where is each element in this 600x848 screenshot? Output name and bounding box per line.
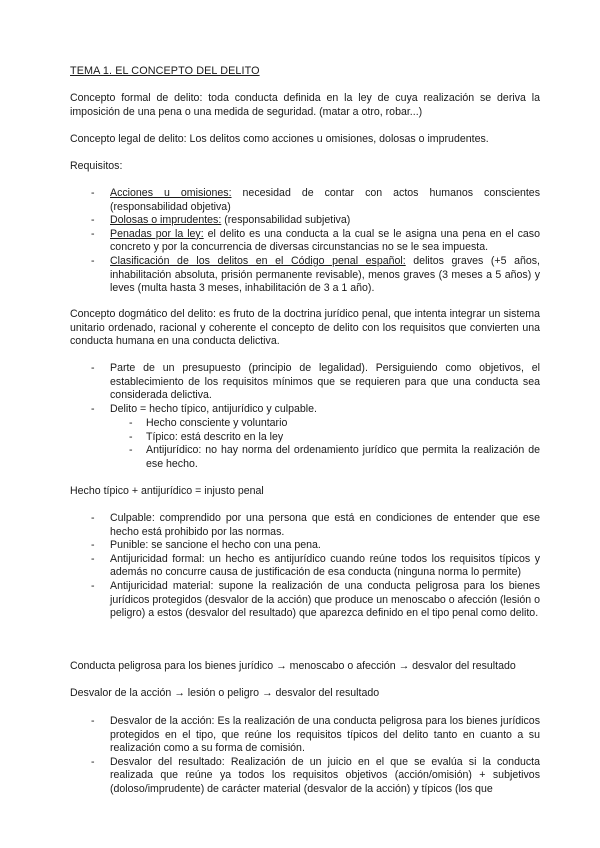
- list-item-text: delitos graves (+5 años, inhabilitación absoluta, prisión permanente revisable), menos graves (3 meses a 5 años) y leves (multa hasta 3 meses, inhabilitación de 3 a 1 año).: [110, 254, 540, 295]
- list-item: - Antijuricidad material: supone la realización de una conducta peligrosa para los bienes jurídicos protegidos (desvalor de la acción) que produce un menoscabo o afección (lesión o peligro) a estos (desvalor del resultado) que aparezca definido en el tipo penal como delito.: [110, 580, 540, 621]
- paragraph-concepto-dogmatico: Concepto dogmático del delito: es fruto de la doctrina jurídico penal, que intenta integrar un sistema unitario ordenado, racional y coherente el concepto de delito con los requisitos que convierten una conducta humana en una conducta delictiva.: [70, 308, 540, 348]
- list-item: - Punible: se sancione el hecho con una pena.: [110, 539, 540, 553]
- list-item-text: necesidad de contar con actos humanos conscientes (responsabilidad objetiva): [110, 187, 540, 213]
- list-item: [110, 228, 540, 255]
- sublist-item: - Típico: está descrito en la ley: [146, 431, 540, 445]
- list-item: - Delito = hecho típico, antijurídico y culpable.: [110, 403, 540, 417]
- paragraph-concepto-legal: Concepto legal de delito: Los delitos como acciones u omisiones, dolosas o imprudentes.: [70, 133, 489, 145]
- list-item: - Parte de un presupuesto (principio de legalidad). Persiguiendo como objetivos, el establecimiento de los requisitos mínimos que se requieren para que una conducta sea considerada delictiva.: [110, 362, 540, 403]
- paragraph-concepto-formal: Concepto formal de delito: toda conducta definida en la ley de cuya realización se deriva la imposición de una pena o una medida de seguridad. (matar a otro, robar...): [70, 92, 540, 118]
- list-item: - Culpable: comprendido por una persona que está en condiciones de entender que ese hecho está prohibido por las normas.: [110, 512, 540, 539]
- list-item-term: Penadas por la ley:: [110, 227, 204, 240]
- list-item-text: (responsabilidad subjetiva): [221, 214, 351, 227]
- dogmatico-list: [110, 362, 540, 416]
- sublist-item: - Antijurídico: no hay norma del ordenamiento jurídico que permita la realización de ese hecho.: [146, 444, 540, 471]
- desvalor-list: [110, 715, 540, 797]
- injusto-list: [110, 512, 540, 621]
- list-item: [110, 214, 540, 228]
- list-item-text: el delito es una conducta a la cual se le asigna una pena en el caso concreto y por la concurrencia de diversas circunstancias no se le sea impuesta.: [110, 227, 540, 254]
- list-item: [110, 187, 540, 214]
- delito-sublist: [146, 417, 540, 471]
- sublist-item: - Hecho consciente y voluntario: [146, 417, 540, 431]
- paragraph-injusto-penal: Hecho típico + antijurídico = injusto penal: [70, 485, 264, 497]
- list-item: - Desvalor del resultado: Realización de un juicio en el que se evalúa si la conducta realizada que reúne ya todos los requisitos objetivos (acción/omisión) + subjetivos (doloso/imprudente) de carácter material (desvalor de la acción) y típicos (los que: [110, 756, 540, 797]
- document-title: TEMA 1. EL CONCEPTO DEL DELITO: [70, 65, 260, 77]
- list-item: - Antijuricidad formal: un hecho es antijurídico cuando reúne todos los requisitos típicos y además no concurre causa de justificación de esa conducta (ninguna norma lo permite): [110, 553, 540, 580]
- list-item-term: Acciones u omisiones:: [110, 187, 232, 199]
- paragraph-cadena-conducta: Conducta peligrosa para los bienes jurídico → menoscabo o afección → desvalor del resultado: [70, 660, 516, 672]
- list-item: - Desvalor de la acción: Es la realización de una conducta peligrosa para los bienes jurídicos protegidos en el tipo, que reúne los requisitos típicos del delito tanto en cuanto a su realización como a su forma de comisión.: [110, 715, 540, 756]
- paragraph-requisitos: Requisitos:: [70, 160, 123, 172]
- list-item-term: Dolosas o imprudentes:: [110, 214, 222, 227]
- paragraph-cadena-desvalor: Desvalor de la acción → lesión o peligro → desvalor del resultado: [70, 687, 380, 699]
- list-item: [110, 255, 540, 296]
- requisitos-list: [110, 187, 540, 296]
- list-item-term: Clasificación de los delitos en el Código penal español:: [110, 254, 406, 267]
